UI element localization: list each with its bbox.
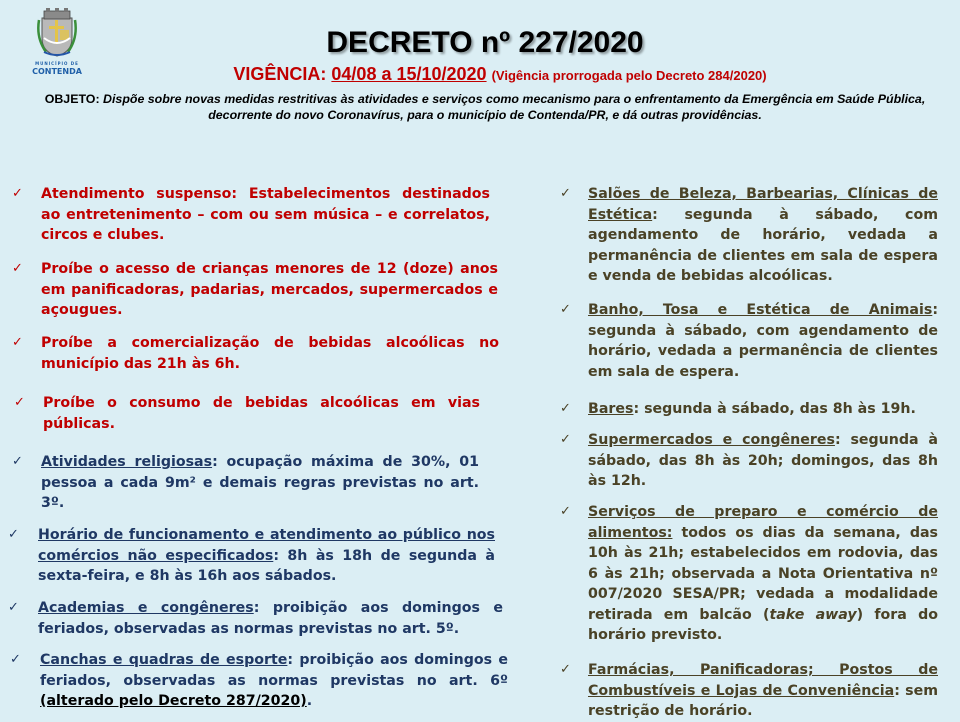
check-icon: ✓ (560, 186, 571, 201)
check-icon: ✓ (560, 504, 571, 519)
vigencia-label: VIGÊNCIA: (233, 64, 327, 84)
check-icon: ✓ (12, 454, 23, 469)
item-text: Serviços de preparo e comércio de alimentos: todos os dias da semana, das 10h às 21h; estabelecidos em rodovia, das 6 às 21h; observada a Nota Orientativa nº 007/2020 SESA/PR; vedada a modalidade retirada em balcão (take away) fora do horário previsto. (588, 504, 938, 643)
item-text: Canchas e quadras de esporte: proibição aos domingos e feriados, observadas as normas previstas no art. 6º (alterado pelo Decreto 287/2020). (40, 652, 508, 709)
check-icon: ✓ (8, 600, 19, 615)
check-icon: ✓ (14, 395, 25, 410)
item-text: Banho, Tosa e Estética de Animais: segunda à sábado, com agendamento de horário, vedada a permanência de clientes em sala de espera. (588, 302, 938, 380)
item-text: Proíbe o acesso de crianças menores de 12 (doze) anos em panificadoras, padarias, mercados, supermercados e açougues. (41, 261, 498, 318)
item-text: Farmácias, Panificadoras; Postos de Combustíveis e Lojas de Conveniência: sem restrição de horário. (588, 662, 938, 719)
item-heading: Salões de Beleza, Barbearias, Clínicas de Estética (588, 186, 938, 223)
page-title: DECRETO nº 227/2020 (326, 26, 644, 59)
item-text: Atendimento suspenso: Estabelecimentos destinados ao entretenimento – com ou sem música – e correlatos, circos e clubes. (41, 186, 490, 243)
amendment-note: (alterado pelo Decreto 287/2020) (40, 693, 307, 709)
item-text: Bares: segunda à sábado, das 8h às 19h. (588, 401, 916, 417)
item-text: Atividades religiosas: ocupação máxima de 30%, 01 pessoa a cada 9m² e demais regras previstas no art. 3º. (41, 454, 480, 511)
item-heading: Supermercados e congêneres (588, 432, 835, 448)
logo-caption-small: MUNICÍPIO DE (35, 61, 79, 66)
check-icon: ✓ (12, 335, 23, 350)
check-icon: ✓ (560, 662, 571, 677)
vigencia-dates: 04/08 a 15/10/2020 (331, 64, 487, 84)
item-text: Proíbe o consumo de bebidas alcoólicas em vias públicas. (43, 395, 480, 432)
item-heading: Atividades religiosas (41, 454, 213, 470)
check-icon: ✓ (12, 261, 23, 276)
logo-caption-name: CONTENDA (32, 67, 82, 76)
item-text: Academias e congêneres: proibição aos domingos e feriados, observadas as normas previstas no art. 5º. (38, 600, 504, 637)
objeto-label: OBJETO: (44, 92, 100, 106)
check-icon: ✓ (560, 401, 571, 416)
check-icon: ✓ (12, 186, 23, 201)
item-heading: Serviços de preparo e comércio de alimentos: (588, 504, 938, 541)
take-away-text: take away (769, 606, 857, 623)
item-heading: Horário de funcionamento e atendimento ao público nos comércios não especificados (38, 527, 495, 564)
item-heading: Farmácias, Panificadoras; Postos de Combustíveis e Lojas de Conveniência (588, 662, 938, 699)
item-heading: Canchas e quadras de esporte (40, 652, 288, 668)
objeto-text: Dispõe sobre novas medidas restritivas às atividades e serviços como mecanismo para o enfrentamento da Emergência em Saúde Pública, decorrente do novo Coronavírus, para o município de Contenda/PR, e dá outras providências. (103, 92, 926, 122)
objeto-paragraph (40, 91, 930, 123)
vigencia-note: (Vigência prorrogada pelo Decreto 284/2020) (491, 68, 767, 83)
item-text: Horário de funcionamento e atendimento ao público nos comércios não especificados: 8h às 18h de segunda à sexta-feira, e 8h às 16h aos sábados. (38, 527, 495, 584)
item-heading: Banho, Tosa e Estética de Animais (588, 302, 933, 318)
vigencia-line (150, 64, 850, 85)
check-icon: ✓ (560, 432, 571, 447)
item-text: Proíbe a comercialização de bebidas alcoólicas no município das 21h às 6h. (41, 335, 499, 372)
check-icon: ✓ (8, 527, 19, 542)
item-text: Salões de Beleza, Barbearias, Clínicas de Estética: segunda à sábado, com agendamento de horário, vedada a permanência de clientes em sala de espera e venda de bebidas alcoólicas. (588, 186, 938, 284)
item-heading: Academias e congêneres (38, 600, 254, 616)
item-heading: Bares (588, 401, 634, 417)
check-icon: ✓ (10, 652, 21, 667)
check-icon: ✓ (560, 302, 571, 317)
item-text: Supermercados e congêneres: segunda à sábado, das 8h às 20h; domingos, das 8h às 12h. (588, 432, 938, 489)
